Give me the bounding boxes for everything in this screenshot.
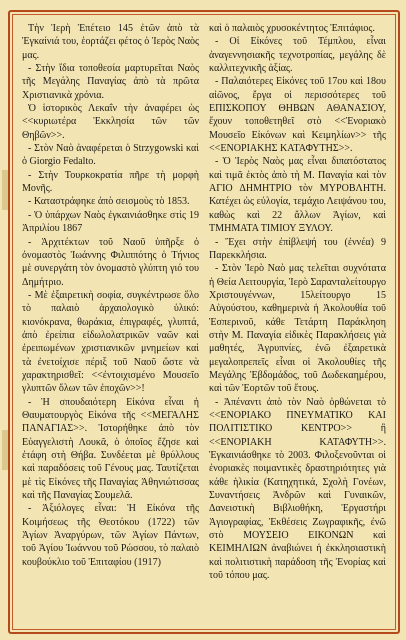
paragraph: - Μὲ ἐξαιρετικὴ σοφία, συγκέντρωσε ὅλο τὸ παλαιὸ ἀρχαιολογικὸ ὑλικό: κιονόκρανα, θωράκια, ἐπιγραφές, γλυπτά, ἀπὸ ἐρείπια εἰδωλολατρικῶν ναῶν καὶ ἐρειπωμένων χριστιανικῶν μνημείων καὶ τὰ ἐνετοίχισε πέριξ τοῦ Ναοῦ ὥστε νὰ χαρακτηρισθεῖ: <<ἐντοιχισμένο Μουσεῖο γλυπτῶν ὅλων τῶν ἐποχῶν>>! bbox=[22, 289, 199, 395]
paragraph: - Ὁ ὑπάρχων Ναὸς ἐγκαινιάσθηκε στὶς 19 Ἀπριλίου 1867 bbox=[22, 209, 199, 235]
left-column bbox=[22, 22, 199, 622]
paragraph: Ὁ ἱστορικὸς Λεκαΐν τὴν ἀναφέρει ὡς <<κυριωτέρα Ἐκκλησία τῶν τῶν Θηβῶν>>. bbox=[22, 103, 199, 141]
paragraph: - Ἀξιόλογες εἶναι: Ἡ Εἰκόνα τῆς Κοιμήσεως τῆς Θεοτόκου (1722) τῶν Ἁγίων Ἀναργύρων, τῶν Ἁγίων Πάντων, τοῦ Ἁγίου Ἰωάννου τοῦ Ρώσσου, τὸ παλαιὸ κουβούκλιο τοῦ Ἐπιταφίου (1917) bbox=[22, 503, 199, 568]
paragraph: - Καταστράφηκε ἀπὸ σεισμοὺς τὸ 1853. bbox=[28, 196, 190, 208]
paragraph: Τὴν Ἱερὴ Ἐπέτειο 145 ἐτῶν ἀπὸ τὰ Ἐγκαίνιά του, ἑορτάζει φέτος ὁ Ἱερὸς Ναὸς μας. bbox=[22, 23, 199, 61]
paragraph: - Ὁ Ἱερὸς Ναὸς μας εἶναι διπατόστατος καὶ τιμᾶ ἐκτὸς ἀπὸ τὴ Μ. Παναγία καὶ τὸν ΑΓΙΟ ΔΗΜΗΤΡΙΟ τὸν ΜΥΡΟΒΛΗΤΗ. Κατέχει ὡς εὐλογία, τεμάχιο Λειψάνου του, καθὼς καὶ 22 ἄλλων Ἁγίων, καὶ ΤΜΗΜΑΤΑ ΤΙΜΙΟΥ ΞΥΛΟΥ. bbox=[209, 156, 386, 235]
paragraph: καὶ ὁ παλαιὸς χρυσοκέντητος Ἐπιτάφιος. bbox=[209, 23, 375, 34]
paragraph: - Ἡ σπουδαιότερη Εἰκόνα εἶναι ἡ Θαυματουργὸς Εἰκόνα τῆς <<ΜΕΓΑΛΗΣ ΠΑΝΑΓΙΑΣ>>. Ἱστορήθηκε ἀπὸ τὸν Εὐαγγελιστὴ Λουκᾶ, ὁ ὁποῖος ἔζησε καὶ ἐτάφη στὴ Θήβα. Συνδέεται μὲ θρύλλους καὶ παραδόσεις τοῦ Γένους μας. Ταυτίζεται μὲ τὶς Εἰκόνες τῆς Παναγίας Ἀθηνιώτισσας καὶ τῆς Παναγίας Σουμελᾶ. bbox=[22, 396, 199, 502]
paragraph: - Στὴν Τουρκοκρατία πῆρε τὴ μορφὴ Μονῆς. bbox=[22, 169, 199, 195]
paragraph: - Στὴν ἴδια τοποθεσία μαρτυρεῖται Ναὸς τῆς Μεγάλης Παναγίας ἀπὸ τὰ πρῶτα Χριστιανικὰ χρόνια. bbox=[22, 63, 199, 101]
text-columns bbox=[22, 22, 386, 622]
paragraph: - Ἀρχιτέκτων τοῦ Ναοῦ ὑπῆρξε ὁ ὀνομαστὸς Ἰωάννης Φιλιππότης ὁ Τήνιος μὲ συνεργάτη τὸν ὀνομαστὸ γλύπτη γιό του Δημήτριο. bbox=[22, 236, 199, 288]
paragraph: - Στὸν Ναὸ ἀναφέρεται ὁ Strzygowski καὶ ὁ Giorgio Fedalto. bbox=[22, 143, 199, 168]
paragraph: - Παλαιότερες Εἰκόνες τοῦ 17ου καὶ 18ου αἰῶνος, ἔργα οἱ περισσότερες τοῦ ΕΠΙΣΚΟΠΟΥ ΘΗΒΩΝ ΑΘΑΝΑΣΙΟΥ, ἔχουν τοποθετηθεῖ στὸ <<Ἐνοριακὸ Μουσεῖο Εἰκόνων καὶ Κειμηλίων>> τῆς <<ΕΝΟΡΙΑΚΗΣ ΚΑΤΑΦΥΤΗΣ>>. bbox=[209, 76, 386, 155]
paragraph: - Ἔχει στὴν ἐπίβλεψή του (ἐννέα) 9 Παρεκκλήσια. bbox=[209, 236, 386, 261]
paragraph: - Οἱ Εἰκόνες τοῦ Τέμπλου, εἶναι ἀναγεννησιακῆς τεχνοτροπίας, μεγάλης δὲ καλλιτεχνικῆς ἀξίας. bbox=[209, 36, 386, 75]
right-column bbox=[209, 22, 386, 622]
paragraph: - Ἀπέναντι ἀπὸ τὸν Ναὸ ὀρθώνεται τὸ <<ΕΝΟΡΙΑΚΟ ΠΝΕΥΜΑΤΙΚΟ ΚΑΙ ΠΟΛΙΤΙΣΤΙΚΟ ΚΕΝΤΡΟ>> ἢ <<ΕΝΟΡΙΑΚΗ ΚΑΤΑΦΥΤΗ>>. Ἐγκαινιάσθηκε τὸ 2003. Φιλοξενοῦνται οἱ ἐνοριακὲς ποιμαντικὲς δραστηριότητες γιὰ κάθε ἡλικία (Κατηχητικά, Σχολὴ Γονέων, Συναντήσεις Ἀνδρῶν καὶ Γυναικῶν, Δανειστικὴ Βιβλιοθήκη, Ἐργαστήρι Ἁγιογραφίας, Ἐκθέσεις Ζωγραφικῆς, ἐνῶ στὸ ΜΟΥΣΕΙΟ ΕΙΚΟΝΩΝ καὶ ΚΕΙΜΗΛΙΩΝ ἀναβιώνει ἡ ἐκκλησιαστικὴ καὶ πολιτιστικὴ παράδοση τῆς Ἐνορίας καὶ τοῦ τόπου μας. bbox=[209, 396, 386, 582]
paragraph: - Στὸν Ἱερὸ Ναὸ μας τελεῖται συχνότατα ἡ Θεία Λειτουργία, Ἱερὸ Σαρανταλείτουργο Χριστουγέννων, 15λείτουργο 15 Αὐγούστου, καθημερινὰ ἡ Ἀκολουθία τοῦ Ἑσπερινοῦ, κάθε Τετάρτη Παράκληση στὴν Μ. Παναγία εἰδικὲς Παρακλήσεις γιὰ μαθητές, Ἀγρυπνίες, ἐνῶ ἐξαιρετικὰ μεγαλοπρεπεῖς εἶναι οἱ Ἀκολουθίες τῆς Μεγάλης Ἑβδομάδος, τοῦ Δωδεκαημέρου, καὶ τῶν Ἑορτῶν τοῦ ἔτους. bbox=[209, 263, 386, 395]
